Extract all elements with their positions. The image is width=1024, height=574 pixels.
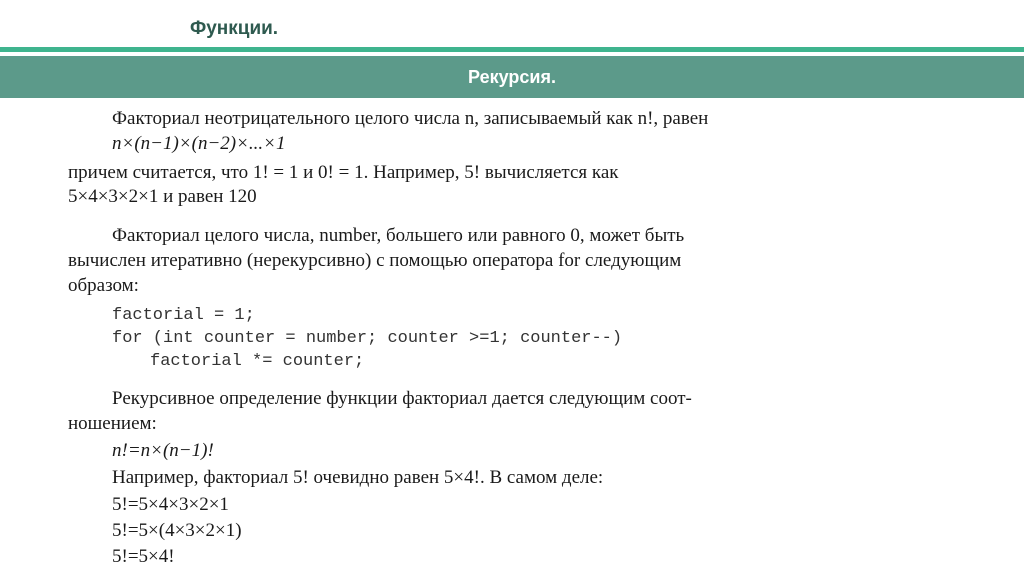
paragraph-line: причем считается, что 1! = 1 и 0! = 1. Например, 5! вычисляется как: [68, 162, 619, 183]
formula-line: 5!=5×4!: [112, 546, 175, 567]
banner-label: Рекурсия.: [468, 66, 556, 87]
formula-line: 5!=5×4×3×2×1: [112, 494, 229, 515]
paragraph-line: вычислен итеративно (нерекурсивно) с помощью оператора for следующим: [68, 250, 682, 271]
paragraph-line: Факториал целого числа, number, большего или равного 0, может быть: [112, 225, 685, 246]
formula-line: n×(n−1)×(n−2)×...×1: [112, 133, 286, 154]
section-banner: [0, 56, 1024, 98]
paragraph-line: Рекурсивное определение функции факториал дается следующим соот-: [112, 388, 692, 409]
paragraph-line: 5×4×3×2×1 и равен 120: [68, 186, 257, 207]
formula-line: n!=n×(n−1)!: [112, 440, 214, 461]
paragraph-line: образом:: [68, 275, 139, 296]
title-underline: [0, 47, 1024, 52]
paragraph-line: Например, факториал 5! очевидно равен 5×4!. В самом деле:: [112, 467, 604, 488]
code-line: factorial = 1;: [112, 306, 255, 325]
formula-line: 5!=5×(4×3×2×1): [112, 520, 242, 541]
code-line: factorial *= counter;: [150, 352, 365, 371]
slide-title: Функции.: [190, 18, 279, 39]
paragraph-line: Факториал неотрицательного целого числа n, записываемый как n!, равен: [112, 108, 709, 129]
paragraph-line: ношением:: [68, 413, 157, 434]
code-line: for (int counter = number; counter >=1; counter--): [112, 329, 623, 348]
